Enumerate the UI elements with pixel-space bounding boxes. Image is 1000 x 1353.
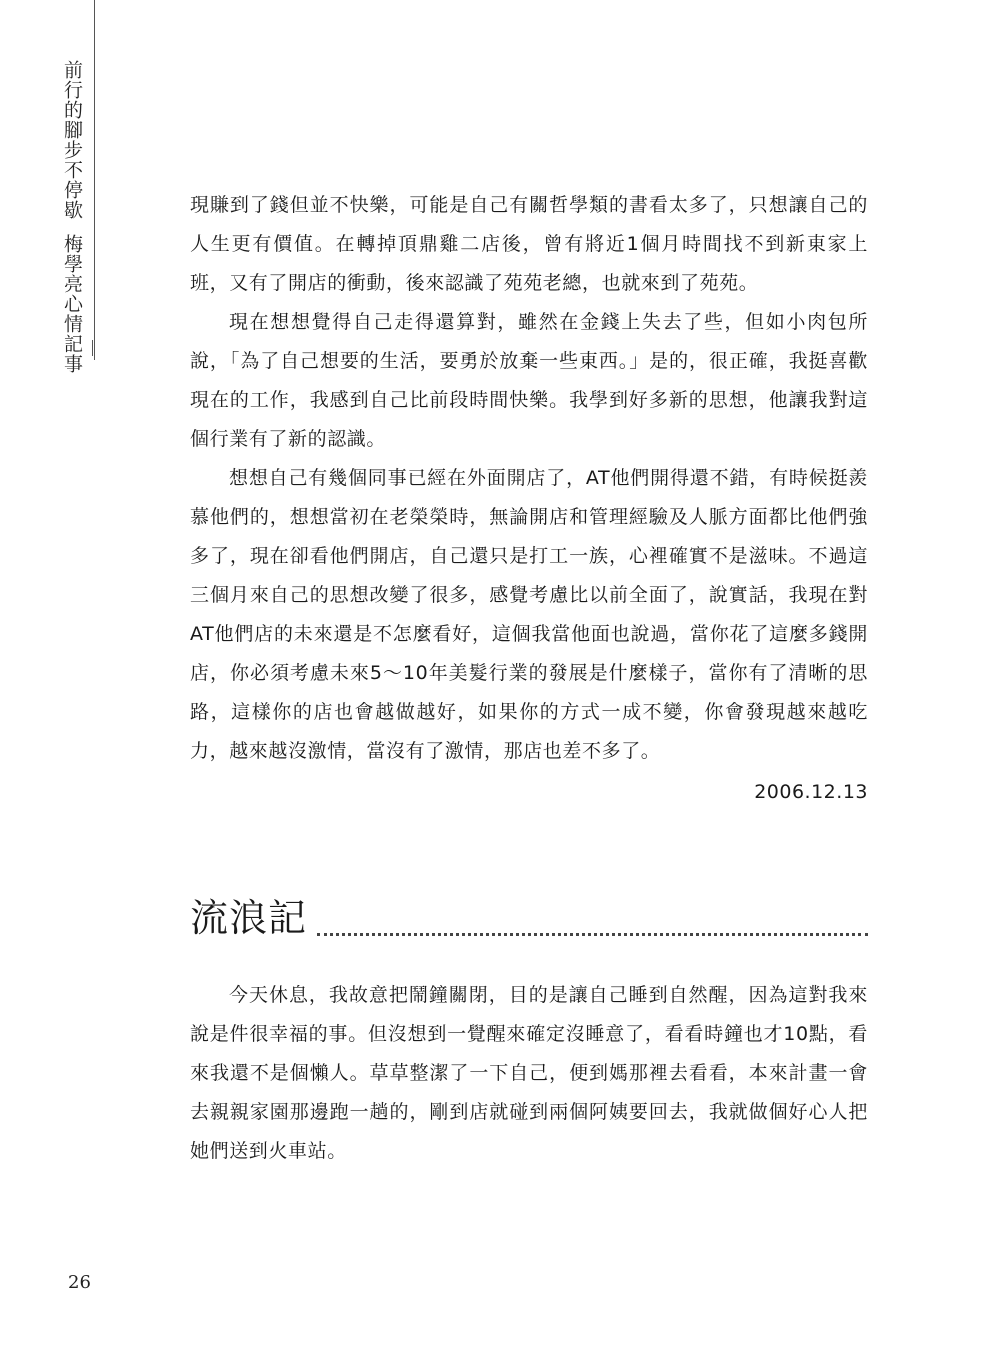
running-head-rule [94, 0, 95, 360]
title-dotted-leader [317, 932, 868, 936]
section-heading [190, 878, 868, 940]
section-title: 流浪記 [190, 896, 308, 940]
book-title: 前行的腳步不停歇 [61, 60, 83, 220]
section-body [190, 976, 868, 1171]
page-number: 26 [68, 1272, 91, 1293]
running-head [58, 60, 86, 374]
section-paragraph: 今天休息，我故意把鬧鐘關閉，目的是讓自己睡到自然醒，因為這對我來說是件很幸福的事。但沒想到一覺醒來確定沒睡意了，看看時鐘也才10點，看來我還不是個懶人。草草整潔了一下自己，便到媽那裡去看看，本來計畫一會去親親家園那邊跑一趟的，剛到店就碰到兩個阿姨要回去，我就做個好心人把她們送到火車站。 [190, 984, 868, 1162]
page-content [190, 186, 868, 1171]
article-paragraph: 想想自己有幾個同事已經在外面開店了，AT他們開得還不錯，有時候挺羨慕他們的，想想當初在老榮榮時，無論開店和管理經驗及人脈方面都比他們強多了，現在卻看他們開店，自己還只是打工一族，心裡確實不是滋味。不過這三個月來自己的思想改變了很多，感覺考慮比以前全面了，說實話，我現在對AT他們店的未來還是不怎麼看好，這個我當他面也說過，當你花了這麼多錢開店，你必須考慮未來5～10年美髮行業的發展是什麼樣子，當你有了清晰的思路，這樣你的店也會越做越好，如果你的方式一成不變，你會發現越來越吃力，越來越沒激情，當沒有了激情，那店也差不多了。 [190, 467, 868, 762]
article-date: 2006.12.13 [754, 781, 868, 803]
running-head-rule-tick [92, 340, 93, 356]
book-subtitle: 梅學亮心情記事 [61, 234, 83, 374]
article-paragraph-continuation: 現賺到了錢但並不快樂，可能是自己有關哲學類的書看太多了，只想讓自己的人生更有價值。在轉掉頂鼎雞二店後，曾有將近1個月時間找不到新東家上班，又有了開店的衝動，後來認識了苑苑老總，也就來到了苑苑。 [190, 194, 868, 294]
article-paragraph: 現在想想覺得自己走得還算對，雖然在金錢上失去了些，但如小肉包所說，「為了自己想要的生活，要勇於放棄一些東西。」是的，很正確，我挺喜歡現在的工作，我感到自己比前段時間快樂。我學到好多新的思想，他讓我對這個行業有了新的認識。 [190, 311, 868, 450]
